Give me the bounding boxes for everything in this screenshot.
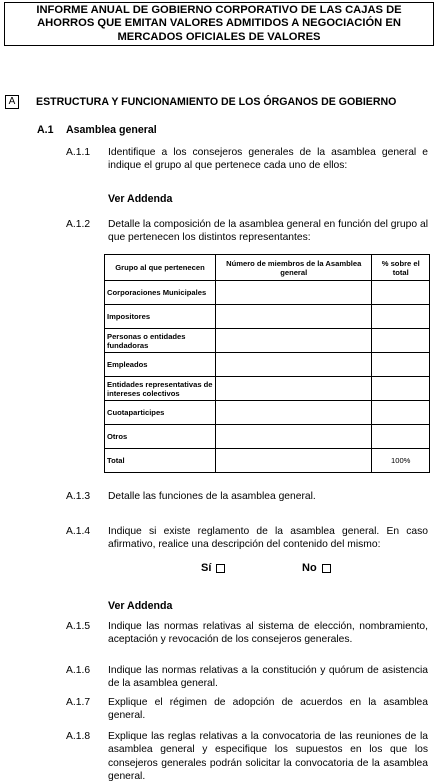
column-header: Número de miembros de la Asamblea general [216, 255, 372, 281]
item-number: A.1.4 [66, 526, 91, 537]
subsection-number: A.1 [37, 124, 54, 136]
members-cell [216, 281, 372, 305]
members-cell [216, 401, 372, 425]
item-number: A.1.3 [66, 491, 91, 502]
table-row [105, 401, 430, 425]
group-cell: Corporaciones Municipales [105, 281, 216, 305]
item-number: A.1.5 [66, 621, 91, 632]
group-cell: Empleados [105, 353, 216, 377]
report-title: INFORME ANUAL DE GOBIERNO CORPORATIVO DE LAS CAJAS DE AHORROS QUE EMITAN VALORES ADMITIDOS A NEGOCIACIÓN EN MERCADOS OFICIALES DE VALORES [36, 4, 402, 43]
section-title: ESTRUCTURA Y FUNCIONAMIENTO DE LOS ÓRGANOS DE GOBIERNO [36, 96, 397, 108]
addenda-reference: Ver Addenda [108, 193, 173, 205]
percent-cell: 100% [372, 449, 430, 473]
item-text: Indique si existe reglamento de la asamblea general. En caso afirmativo, realice una descripción del contenido del mismo: [108, 526, 428, 551]
group-cell: Impositores [105, 305, 216, 329]
item-text: Indique las normas relativas a la constitución y quórum de asistencia de la asamblea general. [108, 665, 428, 690]
members-cell [216, 329, 372, 353]
members-cell [216, 425, 372, 449]
yes-option[interactable] [201, 562, 225, 574]
item-text: Indique las normas relativas al sistema de elección, nombramiento, aceptación y revocación de los consejeros generales. [108, 621, 428, 646]
item-text: Identifique a los consejeros generales de la asamblea general e indique el grupo al que pertenece cada uno de ellos: [108, 147, 428, 172]
item-number: A.1.7 [66, 697, 91, 708]
table-row [105, 281, 430, 305]
members-cell [216, 353, 372, 377]
table-header-row [105, 255, 430, 281]
item-text: Detalle las funciones de la asamblea general. [108, 491, 316, 502]
percent-cell [372, 353, 430, 377]
item-text: Detalle la composición de la asamblea general en función del grupo al que pertenecen los distintos representantes: [108, 219, 428, 244]
item-text: Explique las reglas relativas a la convocatoria de las reuniones de la asamblea general y especifique los supuestos en los que los consejeros generales podrán solicitar la convocatoria de la asamblea general. [108, 731, 428, 782]
table-total-row [105, 449, 430, 473]
table-row [105, 353, 430, 377]
item-number: A.1.8 [66, 731, 91, 742]
no-label: No [302, 562, 317, 574]
no-checkbox[interactable] [322, 564, 331, 573]
group-cell: Otros [105, 425, 216, 449]
item-number: A.1.1 [66, 147, 91, 158]
no-option[interactable] [302, 562, 331, 574]
table-row [105, 425, 430, 449]
table-row [105, 329, 430, 353]
percent-cell [372, 425, 430, 449]
percent-cell [372, 377, 430, 401]
column-header: % sobre el total [372, 255, 430, 281]
members-cell [216, 449, 372, 473]
yes-label: Sí [201, 562, 212, 574]
report-header [4, 2, 434, 46]
group-cell: Personas o entidades fundadoras [105, 329, 216, 353]
table-row [105, 305, 430, 329]
item-number: A.1.6 [66, 665, 91, 676]
percent-cell [372, 329, 430, 353]
members-cell [216, 305, 372, 329]
item-text: Explique el régimen de adopción de acuerdos en la asamblea general. [108, 697, 428, 722]
percent-cell [372, 281, 430, 305]
section-letter-box: A [5, 95, 19, 109]
percent-cell [372, 305, 430, 329]
percent-cell [372, 401, 430, 425]
table-row [105, 377, 430, 401]
group-cell: Cuotaparticipes [105, 401, 216, 425]
group-cell: Total [105, 449, 216, 473]
group-cell: Entidades representativas de intereses colectivos [105, 377, 216, 401]
yes-checkbox[interactable] [216, 564, 225, 573]
addenda-reference: Ver Addenda [108, 600, 173, 612]
item-number: A.1.2 [66, 219, 91, 230]
members-cell [216, 377, 372, 401]
composition-table [104, 254, 430, 473]
subsection-title: Asamblea general [66, 124, 157, 136]
column-header: Grupo al que pertenecen [105, 255, 216, 281]
